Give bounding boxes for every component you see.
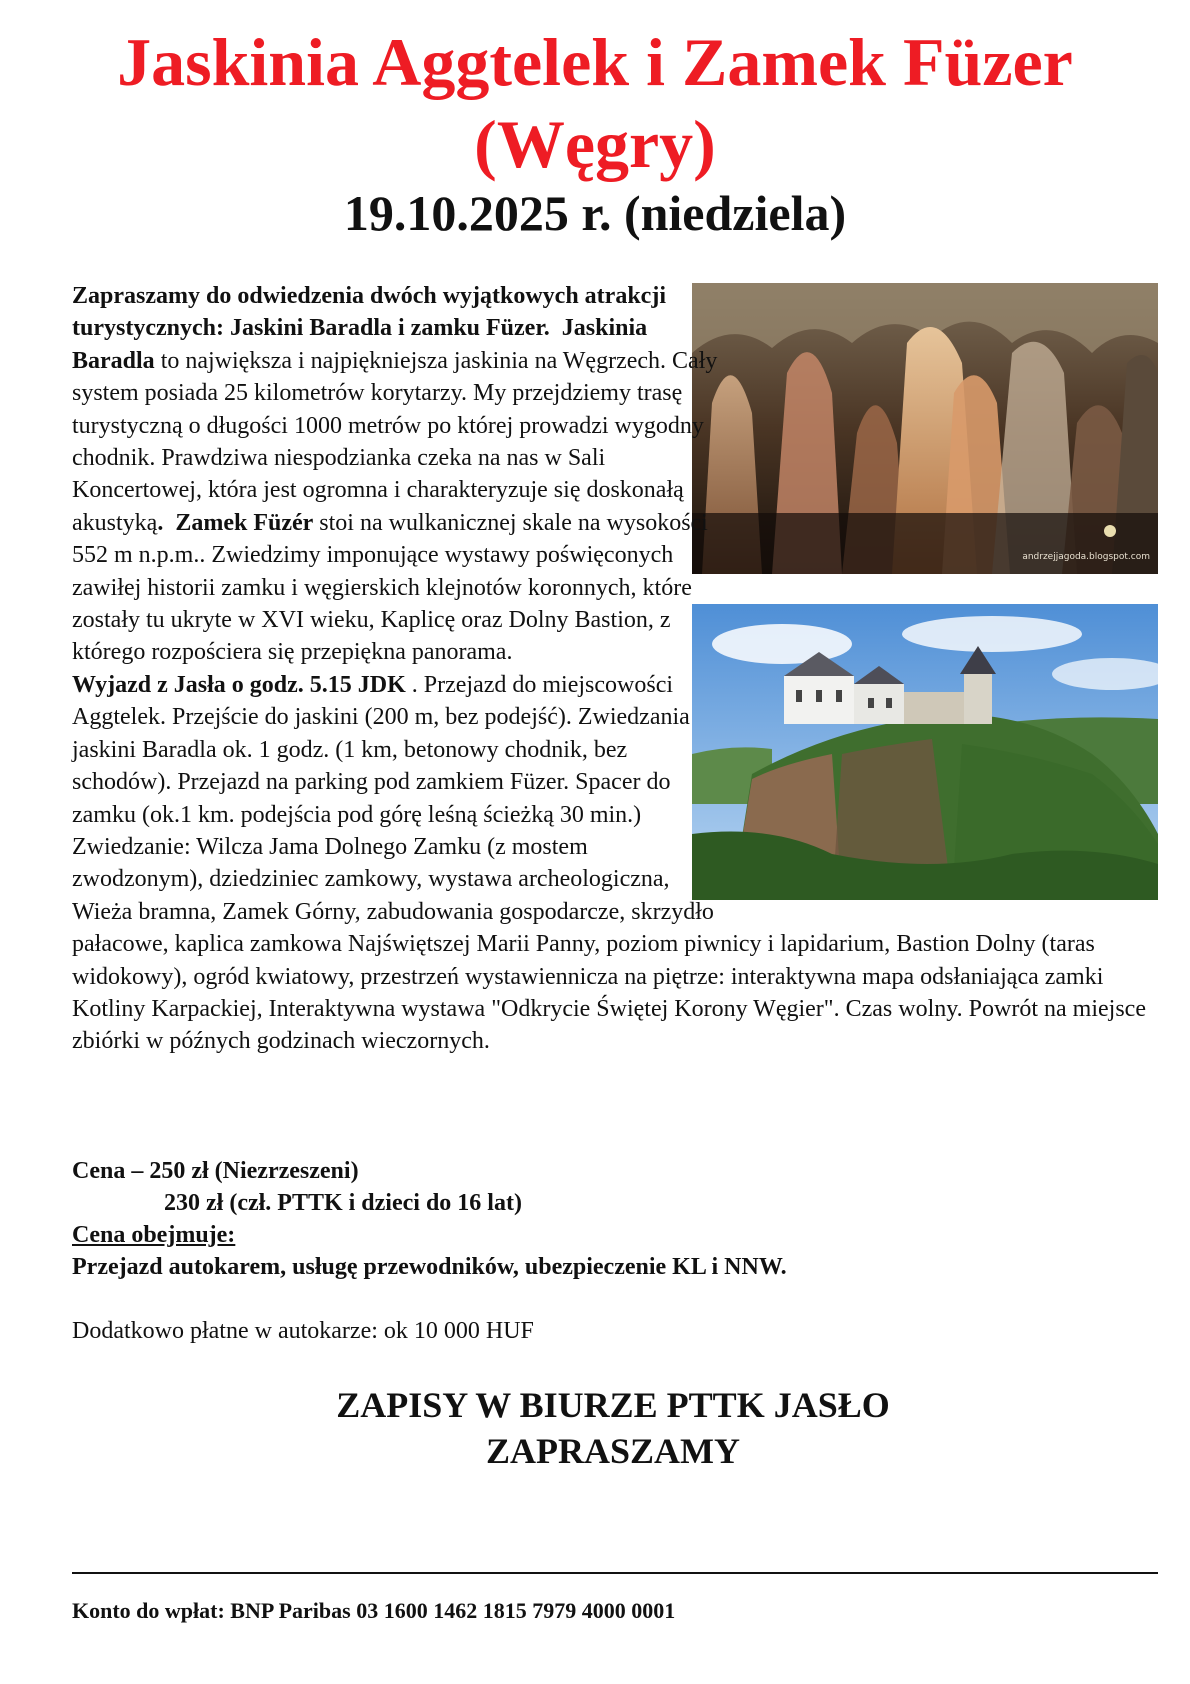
- includes-heading: Cena obejmuje:: [72, 1222, 236, 1248]
- price-full: Cena – 250 zł (Niezrzeszeni): [72, 1158, 359, 1184]
- title-line-1: Jaskinia Aggtelek i Zamek Füzer: [117, 24, 1073, 100]
- event-date: 19.10.2025 r. (niedziela): [343, 185, 847, 241]
- includes-text: Przejazd autokarem, usługę przewodników, ubezpieczenie KL i NNW.: [72, 1254, 787, 1280]
- route-description: . Przejazd do miejscowości Aggtelek. Przejście do jaskini (200 m, bez podejść). Zwiedzania jaskini Baradla ok. 1 godz. (1 km, betonowy chodnik, bez schodów). Przejazd na parking pod zamkiem Füzer. Spacer do zamku (ok.1 km. podejścia pod górę leśną ścieżką 30 min.) Zwiedzanie: Wilcza Jama Dolnego Zamku (z mostem zwodzonym), dziedziniec zamkowy, wystawa archeologiczna, Wieża bramna, Zamek Górny, zabudowania gospodarcze, skrzydło pałacowe, kaplica zamkowa Najświętszej Marii Panny, poziom piwnicy i lapidarium, Bastion Dolny (taras widokowy), ogród kwiatowy, przestrzeń wystawiennicza na piętrze: interaktywna mapa odsłaniająca zamki Kotliny Karpackiej, Interaktywna wystawa "Odkrycie Świętej Korony Węgier". Czas wolny. Powrót na miejsce zbiórki w późnych godzinach wieczornych.: [72, 671, 1146, 1055]
- cave-end: .: [157, 509, 164, 536]
- footer-divider: [72, 1572, 1158, 1574]
- price-reduced: 230 zł (czł. PTTK i dzieci do 16 lat): [164, 1190, 522, 1216]
- bank-account: Konto do wpłat: BNP Paribas 03 1600 1462 1815 7979 4000 0001: [72, 1598, 676, 1623]
- castle-description: stoi na wulkanicznej skale na wysokości 552 m n.p.m.. Zwiedzimy imponujące wystawy poświęconych zawiłej historii zamku i węgierskich klejnotów koronnych, które zostały tu ukryte w XVI wieku, Kaplicę oraz Dolny Bastion, z którego rozpościera się przepiękna panorama.: [72, 509, 708, 666]
- signup-line-1: ZAPISY W BIURZE PTTK JASŁO: [336, 1385, 890, 1425]
- title-line-2: (Węgry): [474, 106, 716, 182]
- signup-line-2: ZAPRASZAMY: [485, 1431, 740, 1471]
- description: [72, 280, 1162, 1058]
- intro-lead: Zapraszamy do odwiedzenia dwóch wyjątkowych atrakcji turystycznych: Jaskini Baradla i zamku Füzer.: [72, 283, 666, 342]
- castle-name: Zamek Füzér: [175, 509, 314, 536]
- cave-name: Jaskinia Baradla: [72, 315, 648, 374]
- price-section: [72, 1155, 1072, 1283]
- cave-watermark: andrzejjagoda.blogspot.com: [1022, 552, 1150, 562]
- photo-column-spacer: [718, 280, 1162, 906]
- cave-description: to największa i najpiękniejsza jaskinia na Węgrzech. Cały system posiada 25 kilometrów korytarzy. My przejdziemy trasę turystyczną o długości 1000 metrów po której prowadzi wygodny chodnik. Prawdziwa niespodzianka czeka na nas w Sali Koncertowej, która jest ogromna i charakteryzuje się doskonałą akustyką: [72, 347, 718, 536]
- signup-info: [0, 1382, 1190, 1474]
- extra-payment: Dodatkowo płatne w autokarze: ok 10 000 HUF: [72, 1318, 534, 1344]
- departure-time: Wyjazd z Jasła o godz. 5.15 JDK: [72, 671, 406, 698]
